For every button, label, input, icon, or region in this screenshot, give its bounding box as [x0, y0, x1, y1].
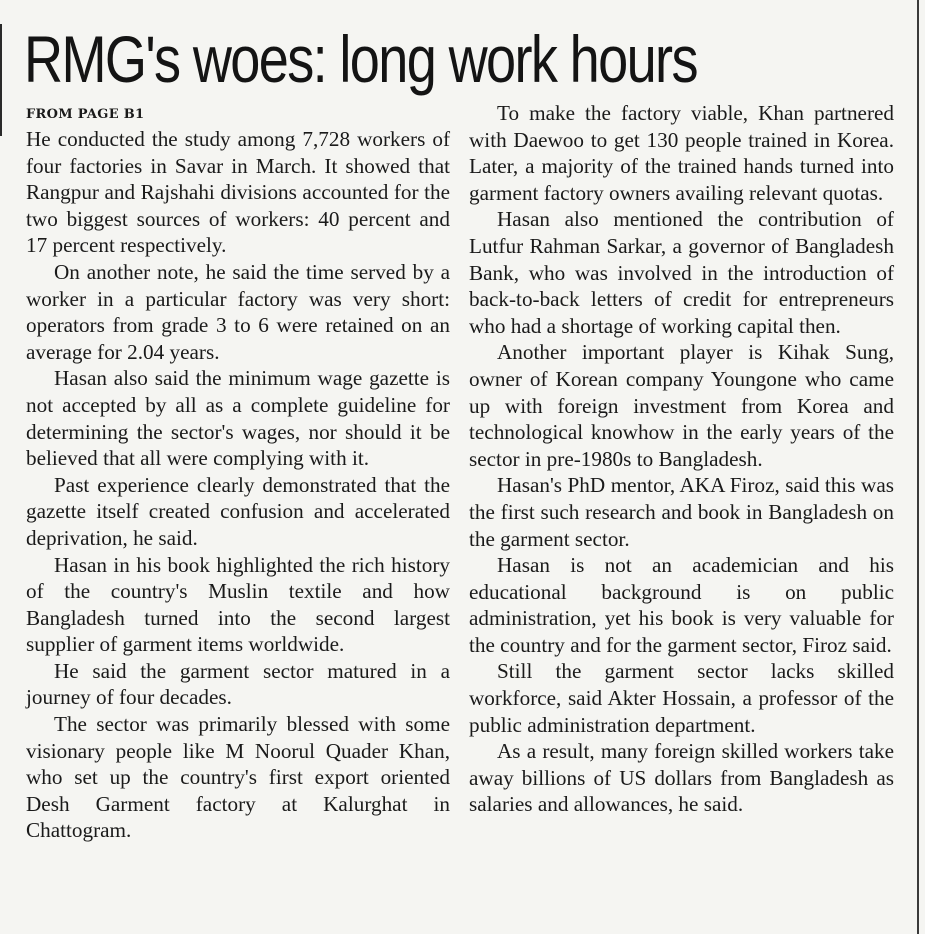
right-column-rule: [917, 0, 919, 934]
paragraph: He conducted the study among 7,728 workers of four factories in Savar in March. It showed that Rangpur and Rajshahi divisions accounted for the two biggest sources of workers: 40 percent and 17 percent respectively.: [26, 127, 450, 258]
paragraph: Hasan also mentioned the contribution of Lutfur Rahman Sarkar, a governor of Bangladesh Bank, who was involved in the introduction of back-to-back letters of credit for entrepreneurs who had a shortage of working capital then.: [469, 207, 894, 338]
paragraph: Hasan in his book highlighted the rich history of the country's Muslin textile and how Bangladesh turned into the second largest supplier of garment items worldwide.: [26, 552, 450, 657]
paragraph: He said the garment sector matured in a journey of four decades.: [26, 658, 450, 710]
paragraph: To make the factory viable, Khan partnered with Daewoo to get 130 people trained in Korea. Later, a majority of the trained hands turned into garment factory owners availing relevant quotas.: [469, 101, 894, 205]
paragraph: The sector was primarily blessed with some visionary people like M Noorul Quader Khan, who set up the country's first export oriented Desh Garment factory at Kalurghat in Chattogram.: [26, 712, 450, 843]
headline: RMG's woes: long work hours: [24, 22, 697, 96]
paragraph: Another important player is Kihak Sung, owner of Korean company Youngone who came up with foreign investment from Korea and technological knowhow in the early years of the sector in pre-1980s to Bangladesh.: [469, 340, 894, 471]
paragraph: Hasan also said the minimum wage gazette is not accepted by all as a complete guideline for determining the sector's wages, nor should it be believed that all were complying with it.: [26, 366, 450, 471]
paragraph: On another note, he said the time served by a worker in a particular factory was very short: operators from grade 3 to 6 were retained on an average for 2.04 years.: [26, 259, 450, 364]
paragraph: Hasan is not an academician and his educational background is on public administration, yet his book is very valuable for the country and for the garment sector, Firoz said.: [469, 553, 894, 657]
paragraph: Hasan's PhD mentor, AKA Firoz, said this was the first such research and book in Bangladesh on the garment sector.: [469, 473, 894, 551]
paragraph: Past experience clearly demonstrated that the gazette itself created confusion and accelerated deprivation, he said.: [26, 472, 450, 550]
left-column: [26, 126, 450, 844]
right-column: [469, 100, 894, 818]
left-column-rule: [0, 24, 2, 136]
continued-from-label: FROM PAGE B1: [26, 107, 145, 122]
paragraph: Still the garment sector lacks skilled workforce, said Akter Hossain, a professor of the public administration department.: [469, 659, 894, 737]
paragraph: As a result, many foreign skilled workers take away billions of US dollars from Bangladesh as salaries and allowances, he said.: [469, 739, 894, 817]
